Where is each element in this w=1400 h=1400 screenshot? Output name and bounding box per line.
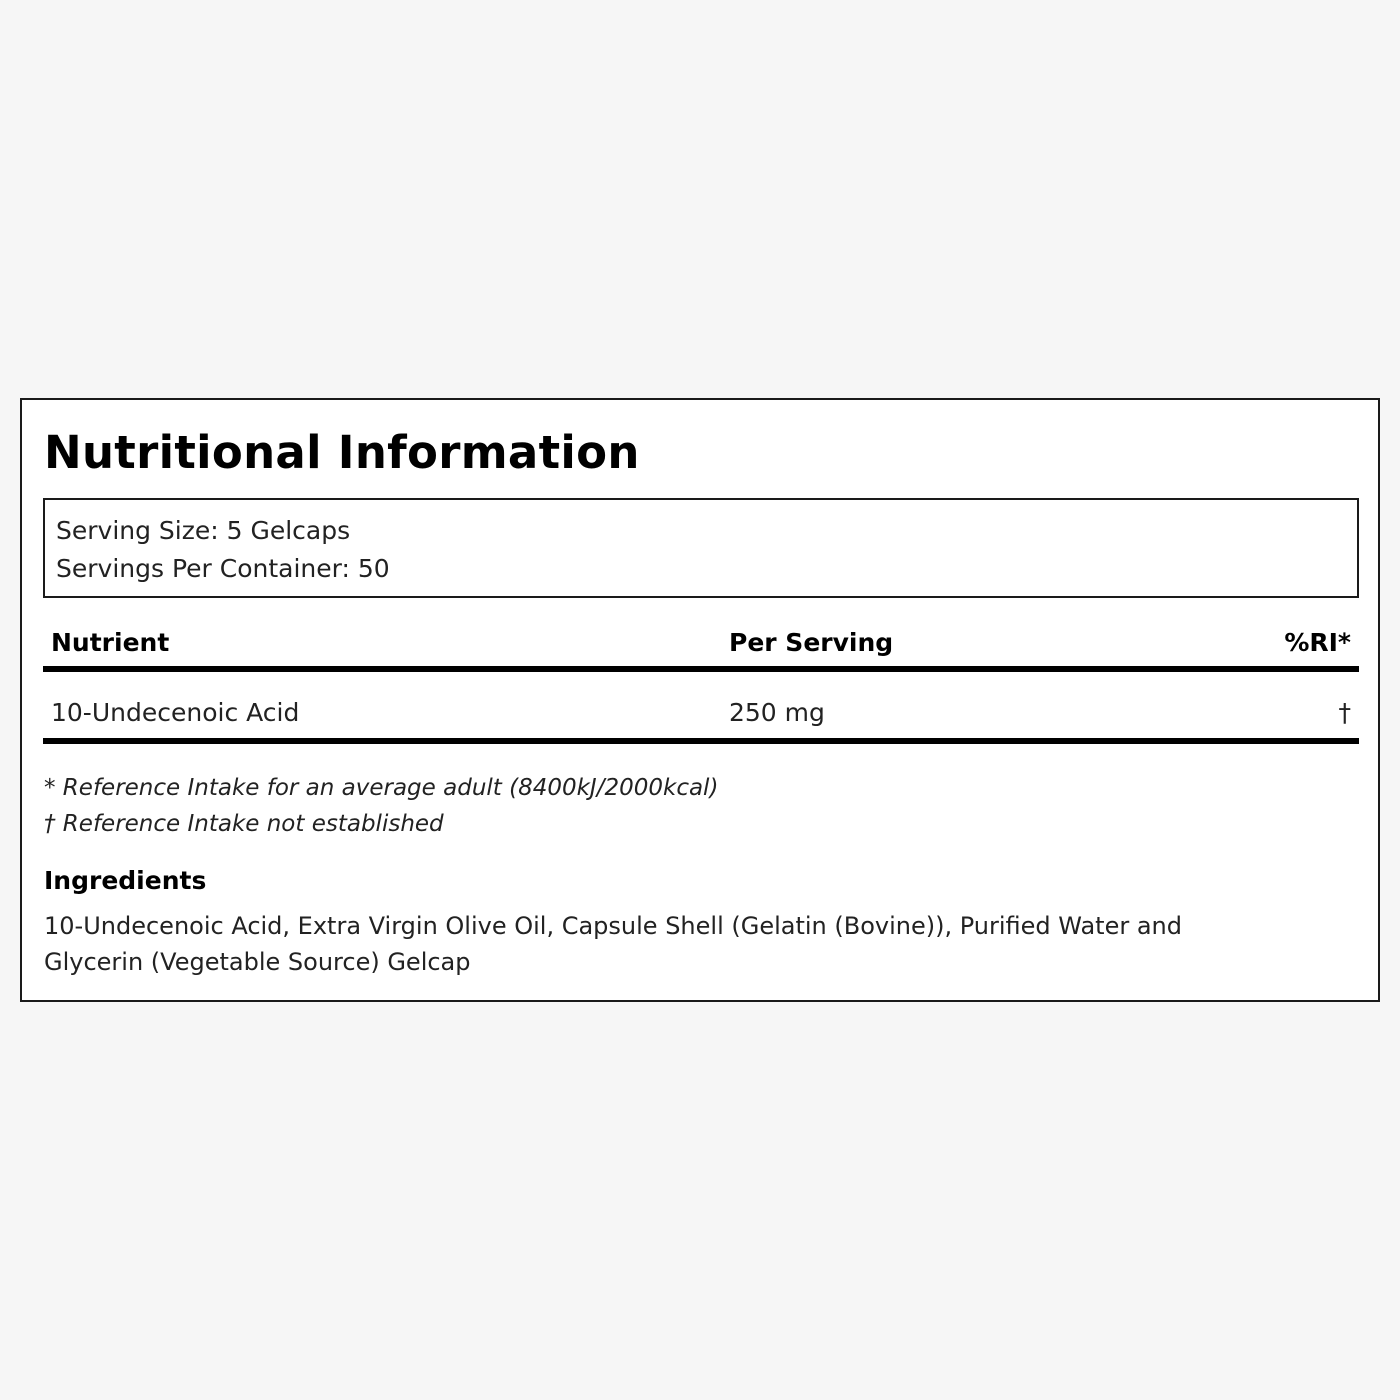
row-ri: † <box>1338 698 1351 727</box>
footnote-ri: * Reference Intake for an average adult (8400kJ/2000kcal) <box>44 775 719 801</box>
header-divider <box>43 666 1359 672</box>
row-nutrient: 10-Undecenoic Acid <box>51 698 300 727</box>
footnote-not-established: † Reference Intake not established <box>44 811 444 837</box>
row-per-serving: 250 mg <box>729 698 825 727</box>
header-ri: %RI* <box>1284 628 1351 657</box>
ingredients-text: 10-Undecenoic Acid, Extra Virgin Olive Oil, Capsule Shell (Gelatin (Bovine)), Purified Water and Glycerin (Vegetable Source) Gelcap <box>44 912 1182 976</box>
header-per-serving: Per Serving <box>729 628 894 657</box>
serving-size: Serving Size: 5 Gelcaps <box>56 516 351 545</box>
ingredients-heading: Ingredients <box>44 866 207 895</box>
nutrition-panel <box>20 398 1380 1002</box>
table-bottom-divider <box>43 738 1359 744</box>
panel-title: Nutritional Information <box>44 426 640 479</box>
serving-info-box <box>43 498 1359 598</box>
footnotes <box>44 770 718 842</box>
servings-per-container: Servings Per Container: 50 <box>56 554 390 583</box>
header-nutrient: Nutrient <box>51 628 170 657</box>
